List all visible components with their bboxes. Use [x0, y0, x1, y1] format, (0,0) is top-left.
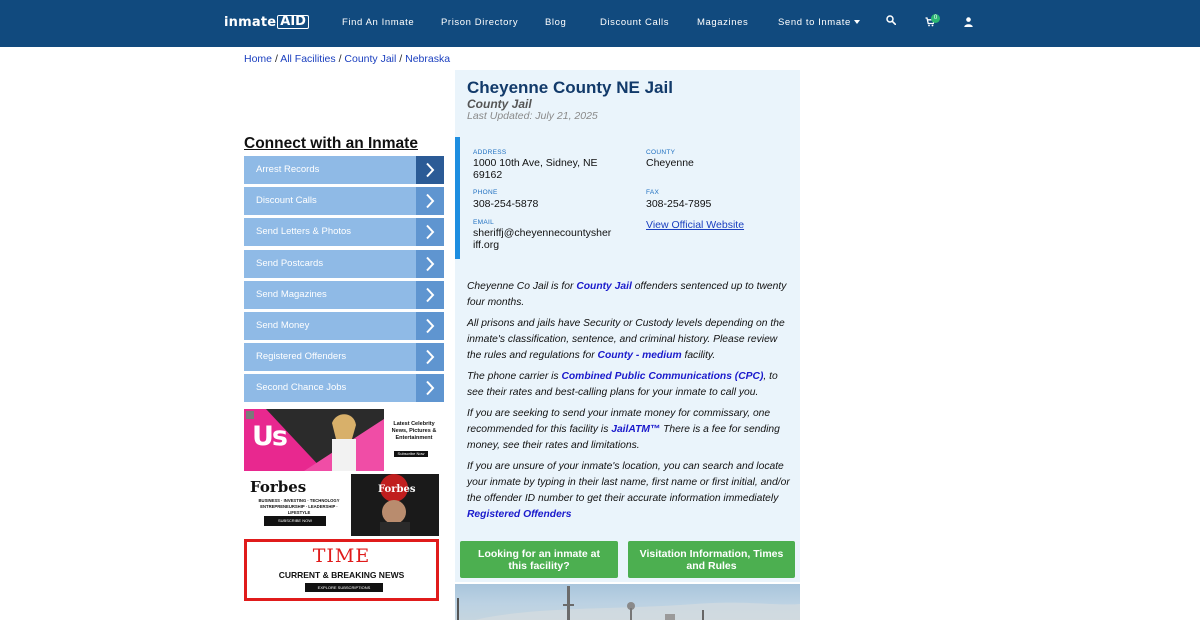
forbes-logo: Forbes	[250, 478, 307, 496]
description-send-money	[467, 406, 792, 454]
nav-prison-directory[interactable]: Prison Directory	[441, 17, 519, 28]
county-jail-link[interactable]: County Jail	[576, 281, 632, 292]
menu-item-arrest-records[interactable]	[244, 156, 444, 184]
us-weekly-subscribe-button[interactable]: Subscribe Now	[397, 451, 425, 456]
menu-item-label: Registered Offenders	[256, 351, 347, 363]
email-line-2: iff.org	[473, 239, 500, 251]
site-logo[interactable]	[224, 15, 309, 30]
email-label: EMAIL	[473, 219, 495, 226]
forbes-cover-logo: Forbes	[378, 484, 416, 495]
breadcrumb-home[interactable]: Home	[244, 53, 273, 65]
logo-text-aid: AID	[277, 15, 309, 29]
logo-text-inmate: inmate	[224, 15, 277, 30]
ad-forbes[interactable]	[244, 474, 439, 536]
description-text: facility.	[681, 350, 716, 361]
breadcrumb	[244, 53, 450, 65]
description-security-levels	[467, 316, 792, 364]
menu-item-label: Send Money	[256, 319, 310, 331]
phone-value: 308-254-5878	[473, 198, 539, 210]
menu-item-send-letters-photos[interactable]	[244, 218, 444, 246]
time-logo: TIME	[312, 545, 371, 567]
time-headline: CURRENT & BREAKING NEWS	[278, 570, 405, 580]
description-text: If you are seeking to send your inmate money for commissary, one recommended for this facility is	[467, 408, 771, 435]
description-text: All prisons and jails have Security or Custody levels depending on the inmate's classification, sentence, and criminal history. Please review the rules and regulations for	[467, 318, 785, 361]
phone-label: PHONE	[473, 189, 498, 196]
top-navbar	[0, 0, 1200, 47]
breadcrumb-separator: /	[399, 53, 403, 65]
nav-send-to-inmate[interactable]	[778, 17, 860, 28]
menu-item-send-money[interactable]	[244, 312, 444, 340]
info-accent-bar	[455, 137, 460, 259]
fax-label: FAX	[646, 189, 660, 196]
breadcrumb-all-facilities[interactable]: All Facilities	[280, 53, 336, 65]
description-text: Cheyenne Co Jail is for	[467, 281, 577, 292]
forbes-subscribe-button[interactable]: SUBSCRIBE NOW	[277, 518, 312, 523]
nav-discount-calls[interactable]: Discount Calls	[600, 17, 670, 28]
time-explore-button[interactable]: EXPLORE SUBSCRIPTIONS	[305, 583, 383, 592]
chevron-right-icon	[416, 156, 444, 184]
visitation-info-button[interactable]: Visitation Information, Times and Rules	[628, 541, 795, 578]
forbes-tagline: BUSINESS · INVESTING · TECHNOLOGY ENTREPRENEURSHIP · LEADERSHIP · LIFESTYLE	[258, 498, 340, 515]
menu-item-second-chance-jobs[interactable]	[244, 374, 444, 402]
chevron-right-icon	[416, 187, 444, 215]
menu-item-label: Send Magazines	[256, 288, 327, 300]
chevron-right-icon	[416, 312, 444, 340]
menu-item-label: Discount Calls	[256, 195, 317, 207]
chevron-right-icon	[416, 374, 444, 402]
nav-find-an-inmate[interactable]: Find An Inmate	[342, 17, 415, 28]
breadcrumb-nebraska[interactable]: Nebraska	[405, 53, 451, 65]
facility-photo	[455, 584, 800, 620]
fax-value: 308-254-7895	[646, 198, 712, 210]
description-text: If you are unsure of your inmate's location, you can search and locate your inmate by typing in their last name, first name or first initial, and/or the offender ID number to get their accurate information immediately	[467, 461, 790, 504]
nav-blog[interactable]: Blog	[545, 17, 567, 28]
last-updated: Last Updated: July 21, 2025	[467, 110, 598, 122]
description-text: offenders sentenced up to twenty four months.	[467, 281, 787, 308]
menu-item-discount-calls[interactable]	[244, 187, 444, 215]
phone-carrier-link[interactable]: Combined Public Communications (CPC)	[561, 371, 764, 382]
nav-send-to-inmate-label: Send to Inmate	[778, 17, 851, 28]
ad-time[interactable]	[244, 539, 439, 601]
connect-with-inmate-title: Connect with an Inmate	[244, 135, 418, 152]
menu-item-label: Second Chance Jobs	[256, 382, 347, 394]
county-value: Cheyenne	[646, 157, 694, 169]
description-text: There is a fee for sending money, see their rates and limitations.	[467, 424, 780, 451]
chevron-right-icon	[416, 250, 444, 278]
breadcrumb-separator: /	[338, 53, 342, 65]
description-text: The phone carrier is	[467, 371, 562, 382]
jailatm-link[interactable]: JailATM™	[611, 424, 661, 435]
breadcrumb-county-jail[interactable]: County Jail	[344, 53, 397, 65]
facility-name: Cheyenne County NE Jail	[467, 78, 673, 97]
county-label: COUNTY	[646, 149, 676, 156]
menu-item-label: Send Postcards	[256, 257, 324, 269]
menu-item-label: Arrest Records	[256, 164, 320, 175]
menu-item-send-magazines[interactable]	[244, 281, 444, 309]
facility-type: County Jail	[467, 97, 532, 111]
user-icon[interactable]	[964, 17, 973, 27]
connect-menu	[244, 156, 444, 406]
view-official-website-link[interactable]: View Official Website	[646, 219, 745, 231]
caret-down-icon	[854, 20, 860, 24]
search-icon[interactable]	[886, 15, 896, 25]
description-locate-inmate	[467, 459, 792, 523]
county-medium-link[interactable]: County - medium	[597, 350, 682, 361]
email-line-1: sheriffj@cheyennecountysher	[473, 227, 612, 239]
ad-us-weekly[interactable]	[244, 409, 439, 471]
menu-item-send-postcards[interactable]	[244, 250, 444, 278]
address-line-2: 69162	[473, 169, 503, 181]
chevron-right-icon	[416, 281, 444, 309]
description-county-jail	[467, 279, 792, 311]
breadcrumb-separator: /	[274, 53, 278, 65]
facility-photo-art	[455, 584, 800, 620]
chevron-right-icon	[416, 218, 444, 246]
description-phone-carrier	[467, 369, 792, 401]
nav-magazines[interactable]: Magazines	[697, 17, 749, 28]
description-text: , to see their rates and best-calling plans for your inmate to call you.	[467, 371, 778, 398]
us-weekly-logo: Us	[252, 421, 286, 452]
address-label: ADDRESS	[473, 149, 507, 156]
us-weekly-headline: Latest Celebrity News, Pictures & Entertainment	[391, 421, 437, 441]
cart-count-badge: 0	[931, 14, 940, 23]
address-line-1: 1000 10th Ave, Sidney, NE	[473, 157, 598, 169]
registered-offenders-link[interactable]: Registered Offenders	[467, 509, 572, 520]
menu-item-registered-offenders[interactable]	[244, 343, 444, 371]
chevron-right-icon	[416, 343, 444, 371]
find-inmate-button[interactable]: Looking for an inmate at this facility?	[460, 541, 618, 578]
menu-item-label: Send Letters & Photos	[256, 226, 352, 238]
